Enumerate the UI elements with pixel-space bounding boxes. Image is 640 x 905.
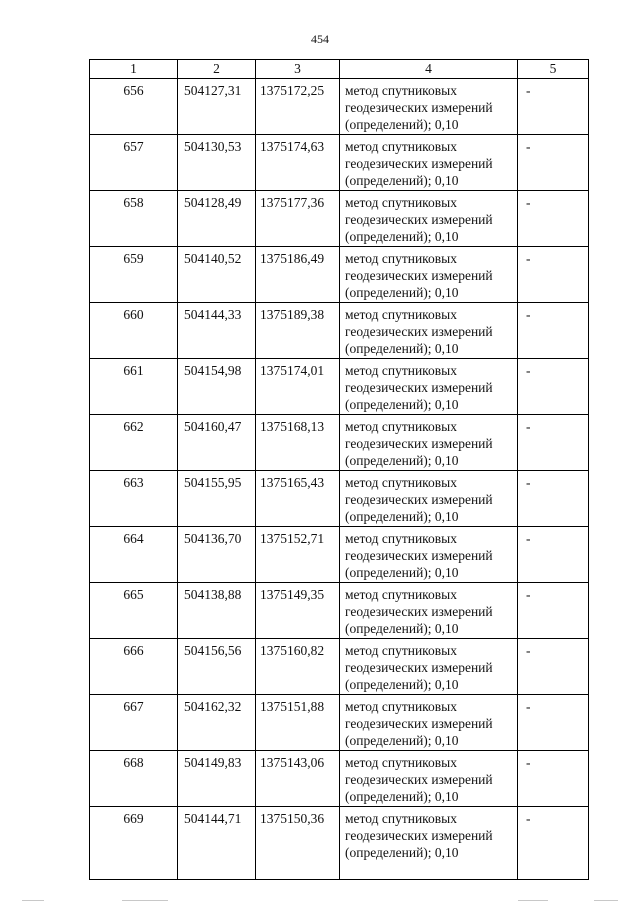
- page-number: 454: [311, 32, 329, 46]
- method-line: (определений); 0,10: [345, 621, 459, 636]
- note-cell: -: [518, 807, 589, 880]
- coordinate-x: 504128,49: [178, 191, 256, 247]
- table-row: [90, 415, 589, 471]
- note-cell: -: [518, 415, 589, 471]
- coordinate-x: 504140,52: [178, 247, 256, 303]
- method-line: геодезических измерений: [345, 212, 493, 227]
- point-number: 667: [90, 695, 178, 751]
- table-row: [90, 807, 589, 880]
- point-number: 659: [90, 247, 178, 303]
- note-cell: -: [518, 79, 589, 135]
- method-line: (определений); 0,10: [345, 509, 459, 524]
- column-header: 4: [340, 60, 518, 79]
- coordinate-x: 504160,47: [178, 415, 256, 471]
- coordinate-y: 1375143,06: [256, 751, 340, 807]
- method-line: (определений); 0,10: [345, 789, 459, 804]
- coordinate-x: 504149,83: [178, 751, 256, 807]
- method-line: геодезических измерений: [345, 716, 493, 731]
- coordinate-x: 504155,95: [178, 471, 256, 527]
- method-cell: [340, 583, 518, 639]
- table-row: [90, 191, 589, 247]
- point-number: 663: [90, 471, 178, 527]
- coordinate-y: 1375149,35: [256, 583, 340, 639]
- note-cell: -: [518, 527, 589, 583]
- note-cell: -: [518, 639, 589, 695]
- method-line: геодезических измерений: [345, 772, 493, 787]
- method-cell: [340, 751, 518, 807]
- table-row: [90, 527, 589, 583]
- coordinate-x: 504127,31: [178, 79, 256, 135]
- note-cell: -: [518, 191, 589, 247]
- point-number: 664: [90, 527, 178, 583]
- coordinate-y: 1375189,38: [256, 303, 340, 359]
- table-row: [90, 751, 589, 807]
- method-line: метод спутниковых: [345, 643, 457, 658]
- coordinate-x: 504138,88: [178, 583, 256, 639]
- coordinate-x: 504154,98: [178, 359, 256, 415]
- method-cell: [340, 303, 518, 359]
- scan-artifact: [122, 900, 168, 901]
- method-line: (определений); 0,10: [345, 341, 459, 356]
- method-line: метод спутниковых: [345, 139, 457, 154]
- method-cell: [340, 527, 518, 583]
- method-line: (определений); 0,10: [345, 733, 459, 748]
- method-cell: [340, 359, 518, 415]
- method-line: геодезических измерений: [345, 156, 493, 171]
- method-line: геодезических измерений: [345, 548, 493, 563]
- method-line: метод спутниковых: [345, 531, 457, 546]
- coordinate-x: 504156,56: [178, 639, 256, 695]
- table-row: [90, 583, 589, 639]
- scan-artifact: [518, 900, 548, 901]
- coordinate-y: 1375165,43: [256, 471, 340, 527]
- method-cell: [340, 247, 518, 303]
- method-cell: [340, 639, 518, 695]
- method-line: метод спутниковых: [345, 755, 457, 770]
- table-row: [90, 695, 589, 751]
- table-row: [90, 359, 589, 415]
- method-cell: [340, 135, 518, 191]
- coordinate-x: 504144,71: [178, 807, 256, 880]
- method-line: (определений); 0,10: [345, 677, 459, 692]
- coordinate-y: 1375172,25: [256, 79, 340, 135]
- method-line: (определений); 0,10: [345, 117, 459, 132]
- method-cell: [340, 415, 518, 471]
- note-cell: -: [518, 583, 589, 639]
- method-line: (определений); 0,10: [345, 845, 459, 860]
- point-number: 666: [90, 639, 178, 695]
- method-cell: [340, 695, 518, 751]
- coordinate-x: 504130,53: [178, 135, 256, 191]
- method-line: (определений); 0,10: [345, 453, 459, 468]
- coordinate-y: 1375186,49: [256, 247, 340, 303]
- point-number: 658: [90, 191, 178, 247]
- table-row: [90, 135, 589, 191]
- method-line: метод спутниковых: [345, 83, 457, 98]
- method-cell: [340, 471, 518, 527]
- note-cell: -: [518, 247, 589, 303]
- method-line: (определений); 0,10: [345, 229, 459, 244]
- method-line: геодезических измерений: [345, 828, 493, 843]
- coordinate-x: 504162,32: [178, 695, 256, 751]
- method-line: (определений); 0,10: [345, 565, 459, 580]
- method-line: метод спутниковых: [345, 811, 457, 826]
- column-header: 5: [518, 60, 589, 79]
- method-line: метод спутниковых: [345, 587, 457, 602]
- note-cell: -: [518, 751, 589, 807]
- scan-artifact: [22, 900, 44, 901]
- coordinate-y: 1375177,36: [256, 191, 340, 247]
- table-row: [90, 471, 589, 527]
- method-line: геодезических измерений: [345, 604, 493, 619]
- coordinate-y: 1375151,88: [256, 695, 340, 751]
- method-line: метод спутниковых: [345, 475, 457, 490]
- coordinate-y: 1375160,82: [256, 639, 340, 695]
- table-row: [90, 639, 589, 695]
- coordinate-y: 1375150,36: [256, 807, 340, 880]
- column-header: 3: [256, 60, 340, 79]
- method-line: метод спутниковых: [345, 699, 457, 714]
- method-line: геодезических измерений: [345, 492, 493, 507]
- point-number: 665: [90, 583, 178, 639]
- note-cell: -: [518, 695, 589, 751]
- note-cell: -: [518, 303, 589, 359]
- method-line: (определений); 0,10: [345, 397, 459, 412]
- method-line: метод спутниковых: [345, 195, 457, 210]
- point-number: 668: [90, 751, 178, 807]
- note-cell: -: [518, 471, 589, 527]
- column-header: 2: [178, 60, 256, 79]
- coordinate-x: 504144,33: [178, 303, 256, 359]
- table-row: [90, 247, 589, 303]
- table-row: [90, 79, 589, 135]
- method-line: метод спутниковых: [345, 363, 457, 378]
- method-line: геодезических измерений: [345, 100, 493, 115]
- method-line: геодезических измерений: [345, 268, 493, 283]
- method-line: геодезических измерений: [345, 380, 493, 395]
- note-cell: -: [518, 359, 589, 415]
- coordinates-table: [89, 59, 589, 880]
- method-line: геодезических измерений: [345, 660, 493, 675]
- table-row: [90, 303, 589, 359]
- point-number: 669: [90, 807, 178, 880]
- table-header-row: [90, 60, 589, 79]
- method-line: (определений); 0,10: [345, 173, 459, 188]
- coordinate-y: 1375174,01: [256, 359, 340, 415]
- coordinate-y: 1375168,13: [256, 415, 340, 471]
- point-number: 657: [90, 135, 178, 191]
- method-line: метод спутниковых: [345, 419, 457, 434]
- point-number: 662: [90, 415, 178, 471]
- point-number: 656: [90, 79, 178, 135]
- method-line: (определений); 0,10: [345, 285, 459, 300]
- method-cell: [340, 807, 518, 880]
- coordinate-y: 1375152,71: [256, 527, 340, 583]
- point-number: 660: [90, 303, 178, 359]
- method-cell: [340, 191, 518, 247]
- method-line: геодезических измерений: [345, 436, 493, 451]
- coordinate-y: 1375174,63: [256, 135, 340, 191]
- coordinate-x: 504136,70: [178, 527, 256, 583]
- method-line: геодезических измерений: [345, 324, 493, 339]
- method-line: метод спутниковых: [345, 307, 457, 322]
- method-cell: [340, 79, 518, 135]
- method-line: метод спутниковых: [345, 251, 457, 266]
- scan-artifact: [594, 900, 618, 901]
- point-number: 661: [90, 359, 178, 415]
- column-header: 1: [90, 60, 178, 79]
- note-cell: -: [518, 135, 589, 191]
